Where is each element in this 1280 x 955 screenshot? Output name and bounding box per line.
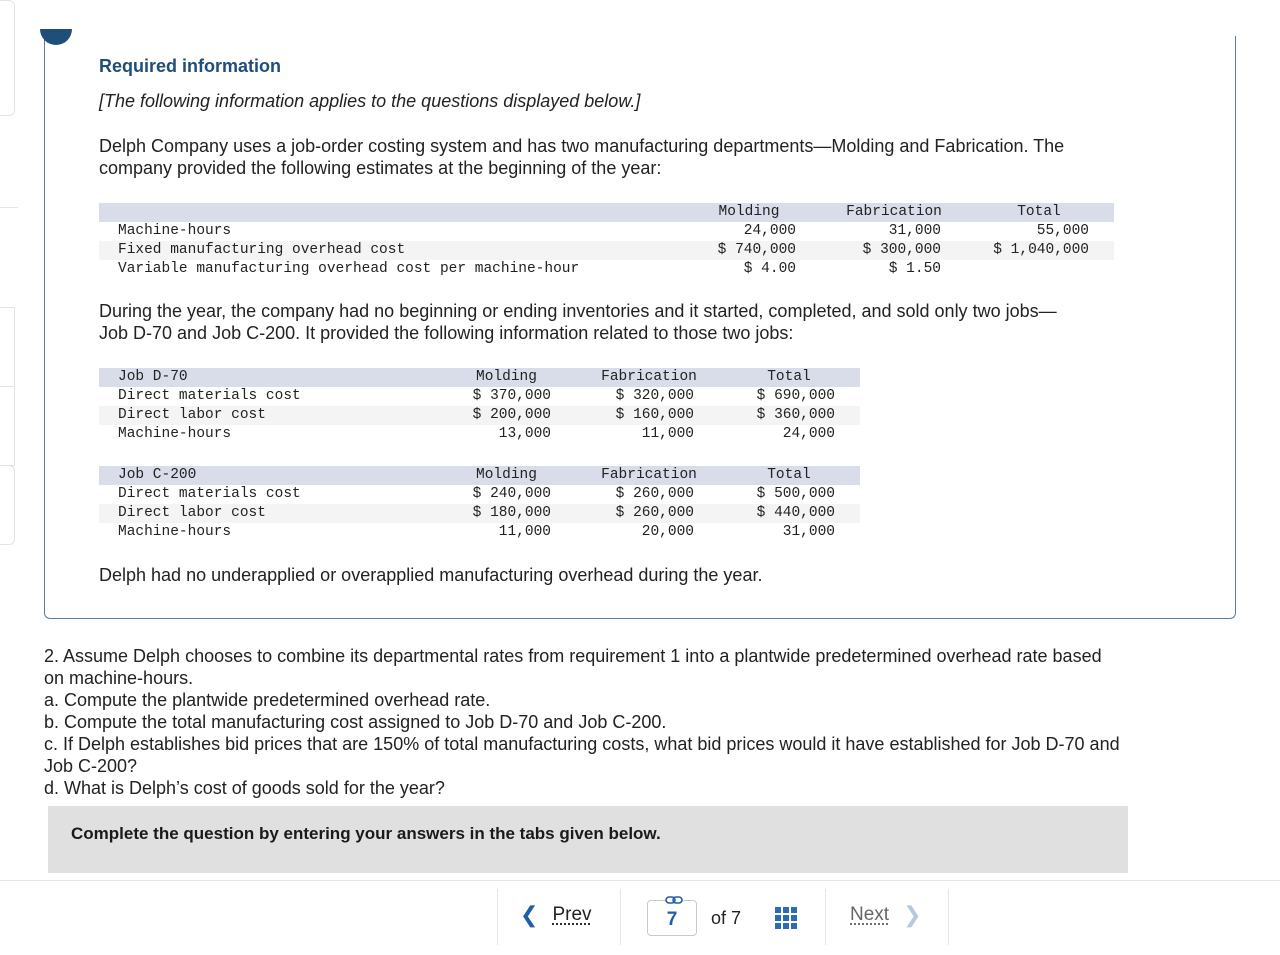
applies-note: [The following information applies to the questions displayed below.] [99, 91, 641, 111]
cell-molding: $ 370,000 [472, 388, 551, 404]
col-header-molding: Molding [476, 467, 537, 483]
left-rail-panel-bottom [0, 386, 15, 466]
table-row [99, 504, 860, 523]
required-information-title: Required information [99, 56, 282, 76]
left-rail-panel-top [0, 0, 15, 116]
col-header-molding: Molding [476, 369, 537, 385]
cell-total: $ 360,000 [756, 407, 835, 423]
question-part-d: d. What is Delph’s cost of goods sold for the year? [44, 778, 445, 798]
table-row [99, 387, 860, 406]
col-header-job: Job C-200 [118, 467, 197, 483]
next-button[interactable] [850, 904, 922, 926]
col-header-job: Job D-70 [118, 369, 188, 385]
next-label: Next [850, 904, 890, 925]
row-label: Direct labor cost [118, 505, 266, 521]
row-label: Direct materials cost [118, 486, 301, 502]
table-header-row [99, 368, 860, 387]
question-part-c-line-1: c. If Delph establishes bid prices that are 150% of total manufacturing costs, what bid prices would it have established for Job D-70 and [44, 734, 1120, 754]
col-header-total: Total [767, 369, 811, 385]
prev-label: Prev [552, 904, 592, 925]
cell-fabrication: 31,000 [888, 223, 941, 239]
intro-paragraph [99, 135, 1064, 179]
cell-molding: $ 740,000 [717, 242, 796, 258]
page-number-input[interactable]: 7 [647, 900, 697, 936]
table-header-row [99, 466, 860, 485]
prev-button[interactable] [520, 904, 592, 926]
cell-molding: $ 180,000 [472, 505, 551, 521]
cell-molding: $ 200,000 [472, 407, 551, 423]
nav-separator [825, 889, 826, 945]
table-row [99, 425, 860, 444]
row-label: Fixed manufacturing overhead cost [118, 242, 406, 258]
page-count-text: of 7 [711, 908, 742, 928]
middle-line-2: Job D-70 and Job C-200. It provided the following information related to those two jobs: [99, 323, 794, 343]
row-label: Machine-hours [118, 524, 232, 540]
cell-fabrication: $ 1.50 [888, 261, 941, 277]
row-label: Direct materials cost [118, 388, 301, 404]
cell-fabrication: $ 160,000 [615, 407, 694, 423]
job-c200-table [99, 466, 860, 542]
cell-total: 55,000 [1036, 223, 1089, 239]
cell-fabrication: $ 260,000 [615, 486, 694, 502]
cell-fabrication: $ 320,000 [615, 388, 694, 404]
question-part-c-line-2: Job C-200? [44, 756, 138, 776]
row-label: Variable manufacturing overhead cost per machine-hour [118, 261, 580, 277]
middle-paragraph [99, 300, 1057, 344]
col-header-fabrication: Fabrication [601, 467, 697, 483]
table-row [99, 485, 860, 504]
col-header-molding: Molding [718, 204, 780, 220]
cell-molding: $ 240,000 [472, 486, 551, 502]
row-label: Machine-hours [118, 426, 232, 442]
question-block [44, 645, 1244, 799]
table-row [99, 222, 1114, 241]
cell-total: $ 440,000 [756, 505, 835, 521]
cell-fabrication: 20,000 [641, 524, 694, 540]
cell-total: $ 690,000 [756, 388, 835, 404]
intro-line-2: company provided the following estimates at the beginning of the year: [99, 158, 662, 178]
question-line-2: on machine-hours. [44, 668, 194, 688]
cell-total: $ 1,040,000 [993, 242, 1089, 258]
estimates-table [99, 203, 1114, 279]
nav-separator [620, 889, 621, 945]
instruction-box [48, 806, 1128, 873]
left-rail-divider [0, 207, 18, 208]
cell-fabrication: 11,000 [641, 426, 694, 442]
question-part-b: b. Compute the total manufacturing cost assigned to Job D-70 and Job C-200. [44, 712, 667, 732]
grid-icon[interactable] [775, 907, 797, 929]
chevron-left-icon: ❮ [520, 902, 539, 927]
cell-molding: 11,000 [498, 524, 551, 540]
row-label: Direct labor cost [118, 407, 266, 423]
intro-line-1: Delph Company uses a job-order costing system and has two manufacturing departments—Molding and Fabrication. The [99, 136, 1065, 156]
row-label: Machine-hours [118, 223, 232, 239]
question-line-1: 2. Assume Delph chooses to combine its departmental rates from requirement 1 into a plantwide predetermined overhead rate based [44, 646, 1102, 666]
question-part-a: a. Compute the plantwide predetermined overhead rate. [44, 690, 491, 710]
left-rail-panel-middle [0, 307, 15, 387]
middle-line-1: During the year, the company had no beginning or ending inventories and it started, completed, and sold only two jobs— [99, 301, 1057, 321]
col-header-total: Total [767, 467, 811, 483]
cell-fabrication: $ 300,000 [862, 242, 941, 258]
cell-molding: $ 4.00 [743, 261, 796, 277]
cell-fabrication: $ 260,000 [615, 505, 694, 521]
cell-molding: 24,000 [743, 223, 796, 239]
footer-divider [0, 880, 1280, 881]
link-icon [665, 893, 683, 904]
cell-total: $ 500,000 [756, 486, 835, 502]
job-d70-table [99, 368, 860, 444]
col-header-total: Total [1017, 204, 1061, 220]
nav-separator [497, 889, 498, 945]
table-row [99, 406, 860, 425]
instruction-text: Complete the question by entering your answers in the tabs given below. [71, 824, 661, 843]
table-row [99, 523, 860, 542]
table-row [99, 260, 1114, 279]
closing-statement: Delph had no underapplied or overapplied manufacturing overhead during the year. [99, 565, 763, 585]
table-row [99, 241, 1114, 260]
col-header-fabrication: Fabrication [846, 204, 942, 220]
chevron-right-icon: ❯ [903, 902, 922, 927]
left-rail-panel-lower [0, 465, 15, 545]
col-header-fabrication: Fabrication [601, 369, 697, 385]
cell-molding: 13,000 [498, 426, 551, 442]
cell-total: 24,000 [782, 426, 835, 442]
table-header-row [99, 203, 1114, 222]
nav-separator [948, 889, 949, 945]
cell-total: 31,000 [782, 524, 835, 540]
